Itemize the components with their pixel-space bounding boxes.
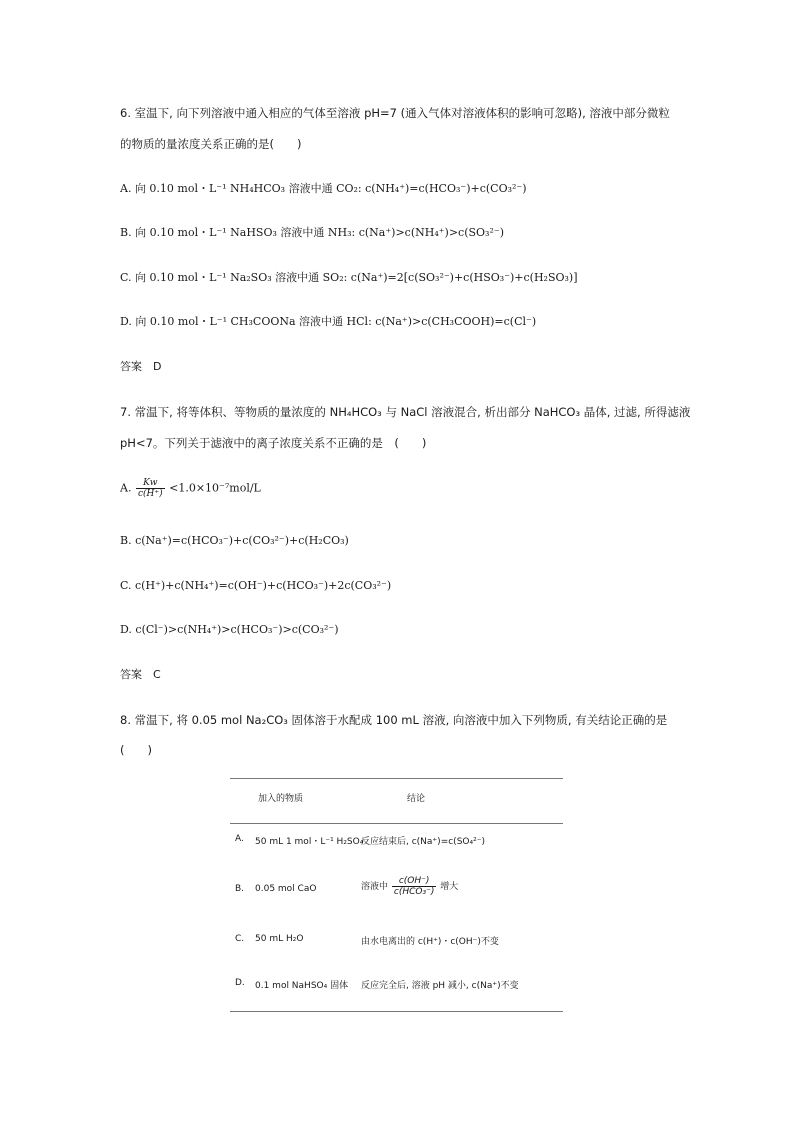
row-b-conclusion: [361, 876, 458, 897]
row-d-substance: 0.1 mol NaHSO₄ 固体: [255, 981, 349, 991]
row-c-label: C.: [235, 934, 245, 944]
row-b-substance: 0.05 mol CaO: [255, 884, 317, 894]
table-bottom-rule: [230, 1011, 563, 1012]
oh-numerator: c(OH⁻): [392, 876, 436, 887]
header-conclusion: 结论: [407, 794, 426, 804]
q7-stem-line1: 7. 常温下, 将等体积、等物质的量浓度的 NH₄HCO₃ 与 NaCl 溶液混合, 析出部分 NaHCO₃ 晶体, 过滤, 所得滤液: [120, 405, 691, 419]
row-c-conclusion: 由水电离出的 c(H⁺)・c(OH⁻)不变: [361, 937, 499, 947]
q7-stem-line2: pH<7。下列关于滤液中的离子浓度关系不正确的是 ( ): [120, 436, 427, 450]
q6-option-c: C. 向 0.10 mol・L⁻¹ Na₂SO₃ 溶液中通 SO₂: c(Na⁺)=2[c(SO₃²⁻)+c(HSO₃⁻)+c(H₂SO₃)]: [120, 271, 578, 284]
oh-hco3-fraction: [392, 876, 436, 897]
row-c-substance: 50 mL H₂O: [255, 934, 304, 944]
row-d-label: D.: [235, 978, 245, 988]
q8-table: [230, 778, 563, 1013]
kw-numerator: Kw: [136, 478, 165, 489]
q7-option-a-label: A.: [120, 481, 132, 495]
q8-stem-line2: ( ): [120, 743, 152, 757]
hco3-denominator: c(HCO₃⁻): [393, 887, 435, 897]
row-b-label: B.: [235, 884, 245, 894]
q6-answer: 答案 D: [120, 360, 162, 373]
row-a-label: A.: [235, 834, 244, 844]
q6-stem-line2: 的物质的量浓度关系正确的是( ): [120, 137, 302, 151]
row-d-conclusion: 反应完全后, 溶液 pH 减小, c(Na⁺)不变: [361, 981, 519, 991]
row-a-conclusion: 反应结束后, c(Na⁺)=c(SO₄²⁻): [361, 837, 485, 847]
q7-option-d: D. c(Cl⁻)>c(NH₄⁺)>c(HCO₃⁻)>c(CO₃²⁻): [120, 623, 339, 636]
q7-option-a: [120, 478, 261, 499]
table-top-rule: [230, 778, 563, 779]
row-b-conclusion-post: 增大: [440, 882, 459, 892]
kw-fraction: [136, 478, 165, 499]
header-substance: 加入的物质: [258, 794, 304, 804]
table-header-rule: [230, 823, 563, 824]
q6-option-d: D. 向 0.10 mol・L⁻¹ CH₃COONa 溶液中通 HCl: c(Na⁺)>c(CH₃COOH)=c(Cl⁻): [120, 315, 537, 328]
q8-stem-line1: 8. 常温下, 将 0.05 mol Na₂CO₃ 固体溶于水配成 100 mL 溶液, 向溶液中加入下列物质, 有关结论正确的是: [120, 713, 668, 727]
row-a-substance: 50 mL 1 mol・L⁻¹ H₂SO₄: [255, 837, 364, 847]
q7-option-b: B. c(Na⁺)=c(HCO₃⁻)+c(CO₃²⁻)+c(H₂CO₃): [120, 534, 349, 547]
q6-stem-line1: 6. 室温下, 向下列溶液中通入相应的气体至溶液 pH=7 (通入气体对溶液体积的影响可忽略), 溶液中部分微粒: [120, 106, 670, 120]
q6-option-b: B. 向 0.10 mol・L⁻¹ NaHSO₃ 溶液中通 NH₃: c(Na⁺)>c(NH₄⁺)>c(SO₃²⁻): [120, 226, 504, 239]
q7-answer: 答案 C: [120, 668, 161, 681]
q7-option-a-rest: <1.0×10⁻⁷mol/L: [169, 481, 261, 495]
q6-option-a: A. 向 0.10 mol・L⁻¹ NH₄HCO₃ 溶液中通 CO₂: c(NH₄⁺)=c(HCO₃⁻)+c(CO₃²⁻): [120, 182, 527, 195]
kw-denominator: c(H⁺): [137, 489, 163, 499]
row-b-conclusion-pre: 溶液中: [361, 882, 389, 892]
q7-option-c: C. c(H⁺)+c(NH₄⁺)=c(OH⁻)+c(HCO₃⁻)+2c(CO₃²⁻): [120, 579, 392, 592]
